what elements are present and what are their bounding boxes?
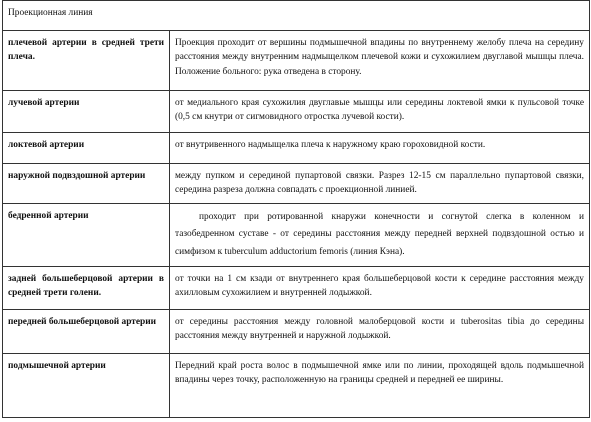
artery-name-cell: бедренной артерии [3,204,170,267]
artery-name-cell: локтевой артерии [3,133,170,164]
projection-description-cell: между пупком и серединой пупартовой связки. Разрез 12-15 см параллельно пупартовой связки, середина разреза должна совпадать с проекционной линией. [170,164,590,204]
table-title-row [3,1,590,31]
projection-lines-table [2,0,590,418]
table-row [3,91,590,133]
artery-name-cell: подмышечной артерии [3,354,170,418]
projection-description-cell: от медиального края сухожилия двуглавые мышцы или середины локтевой ямки к пульсовой точке (0,5 см кнутри от сигмовидного отростка лучевой кости). [170,91,590,133]
projection-description-cell: от внутривенного надмыщелка плеча к наружному краю гороховидной кости. [170,133,590,164]
artery-name-cell: лучевой артерии [3,91,170,133]
table-row [3,164,590,204]
table-title: Проекционная линия [3,1,590,31]
projection-description-cell: проходит при ротированной кнаружи конечности и согнутой слегка в коленном и тазобедренном суставе - от середины расстояния между передней верхней подвздошной остью и симфизом к tuberculum adductorium femoris (линия Кэна). [170,204,590,267]
table-row [3,310,590,354]
projection-description-cell: Проекция проходит от вершины подмышечной впадины по внутреннему желобу плеча на середину расстояния между внутренним надмыщелком плечевой кожи и сухожилием двуглавой мышцы плеча. Положение больного: рука отведена в сторону. [170,31,590,91]
artery-name-cell: задней большеберцовой артерии в средней трети голени. [3,267,170,310]
artery-name-cell: плечевой артерии в средней трети плеча. [3,31,170,91]
projection-description-cell: от середины расстояния между головной малоберцовой кости и tuberositas tibia до середины расстояния между внутренней и наружной лодыжкой. [170,310,590,354]
projection-description-cell: от точки на 1 см кзади от внутреннего края большеберцовой кости к середине расстояния между ахилловым сухожилием и внутренней лодыжкой. [170,267,590,310]
table-row [3,267,590,310]
projection-description-cell: Передний край роста волос в подмышечной ямке или по линии, проходящей вдоль подмышечной впадины через точку, расположенную на границы средней и передней ее ширины. [170,354,590,418]
table-row [3,31,590,91]
artery-name-cell: передней большеберцовой артерии [3,310,170,354]
table-row [3,354,590,418]
table-row [3,204,590,267]
artery-name-cell: наружной подвздошной артерии [3,164,170,204]
table-row [3,133,590,164]
